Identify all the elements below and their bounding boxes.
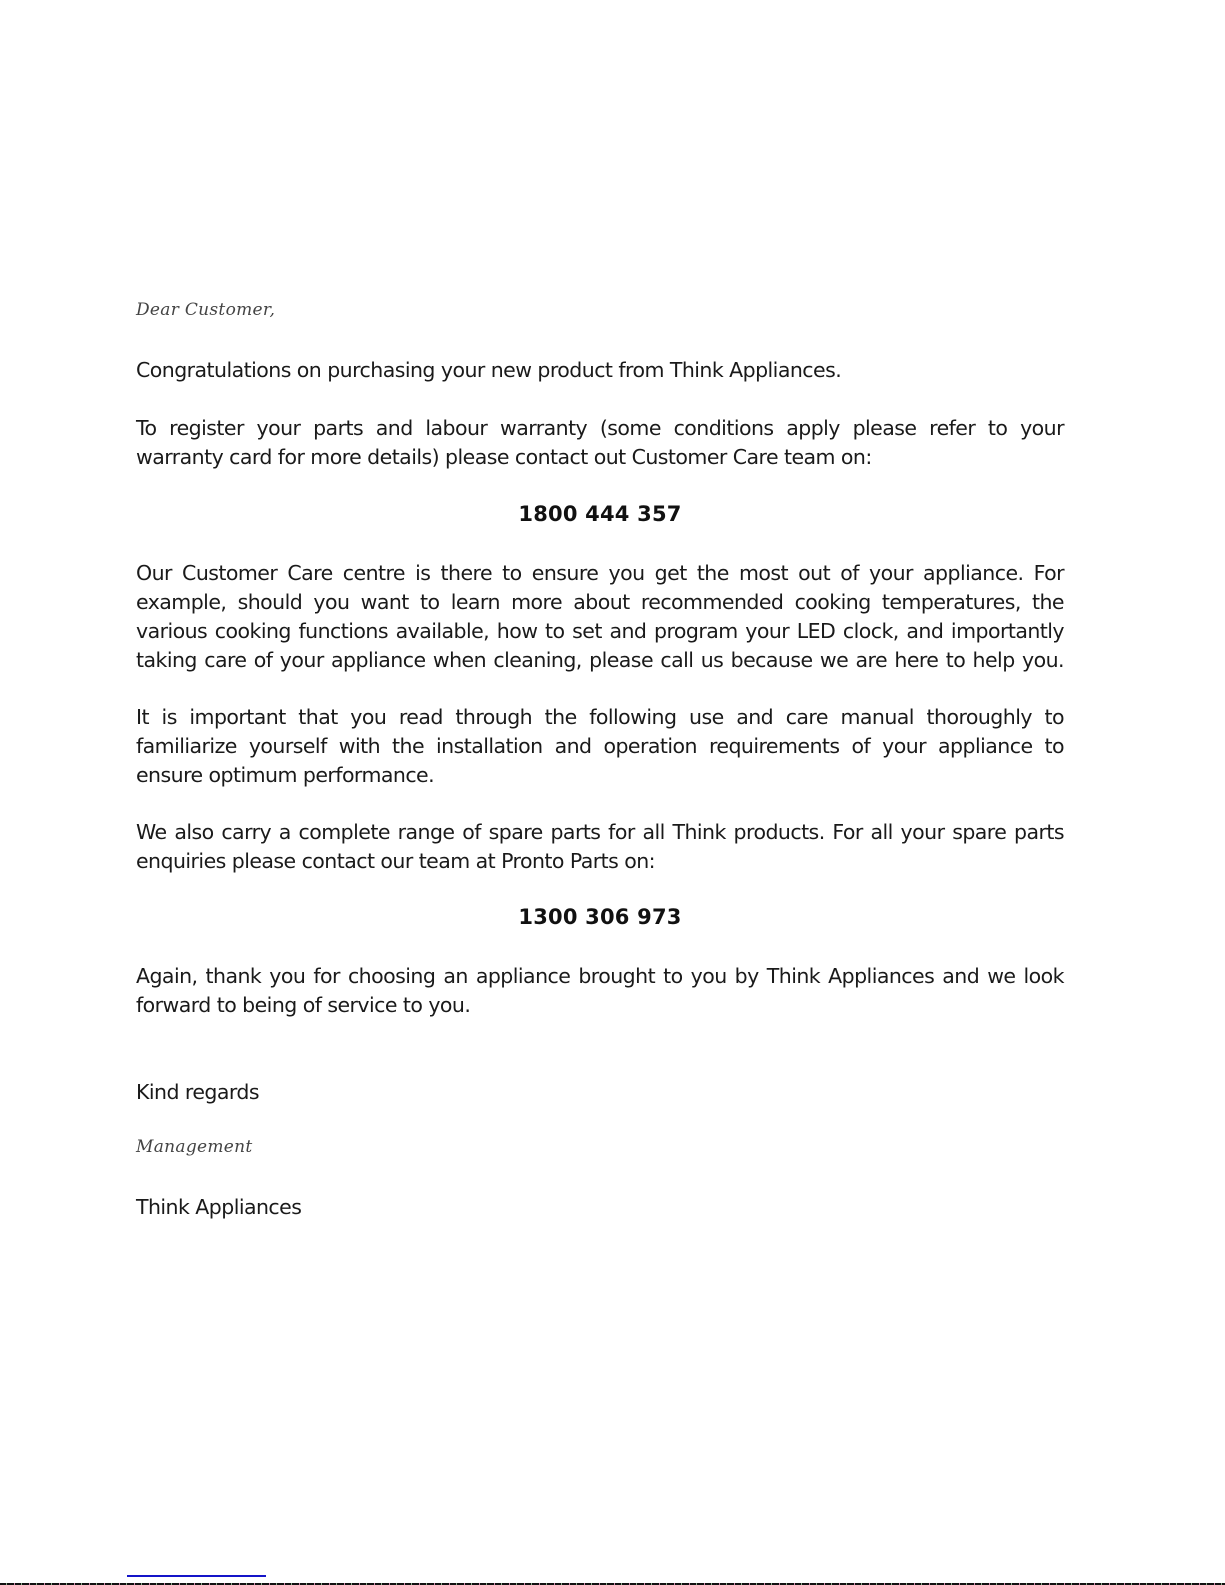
spare-parts-phone: 1300 306 973 xyxy=(518,905,682,929)
paragraph-parts-line-2: enquiries please contact our team at Pronto Parts on: xyxy=(136,849,656,873)
signature: Management xyxy=(136,1137,253,1157)
paragraph-manual-line-3: ensure optimum performance. xyxy=(136,763,435,787)
paragraph-warranty-line-1: To register your parts and labour warranty (some conditions apply please refer to your xyxy=(136,416,1064,440)
closing: Kind regards xyxy=(136,1080,259,1104)
customer-care-phone: 1800 444 357 xyxy=(518,502,682,526)
paragraph-care-line-3: various cooking functions available, how to set and program your LED clock, and importantly xyxy=(136,619,1064,643)
paragraph-care-line-2: example, should you want to learn more about recommended cooking temperatures, the xyxy=(136,590,1064,614)
paragraph-care-line-4: taking care of your appliance when cleaning, please call us because we are here to help you. xyxy=(136,648,1064,672)
company-name: Think Appliances xyxy=(136,1195,302,1219)
paragraph-manual-line-1: It is important that you read through the following use and care manual thoroughly to xyxy=(136,705,1064,729)
paragraph-parts-line-1: We also carry a complete range of spare parts for all Think products. For all your spare parts xyxy=(136,820,1064,844)
salutation: Dear Customer, xyxy=(136,300,276,320)
paragraph-warranty-line-2: warranty card for more details) please contact out Customer Care team on: xyxy=(136,445,872,469)
paragraph-manual-line-2: familiarize yourself with the installation and operation requirements of your appliance to xyxy=(136,734,1064,758)
paragraph-intro: Congratulations on purchasing your new product from Think Appliances. xyxy=(136,358,842,382)
paragraph-thanks-line-2: forward to being of service to you. xyxy=(136,993,471,1017)
footnote-separator xyxy=(127,1575,266,1577)
paragraph-care-line-1: Our Customer Care centre is there to ensure you get the most out of your appliance. For xyxy=(136,561,1064,585)
paragraph-thanks-line-1: Again, thank you for choosing an appliance brought to you by Think Appliances and we look xyxy=(136,964,1064,988)
